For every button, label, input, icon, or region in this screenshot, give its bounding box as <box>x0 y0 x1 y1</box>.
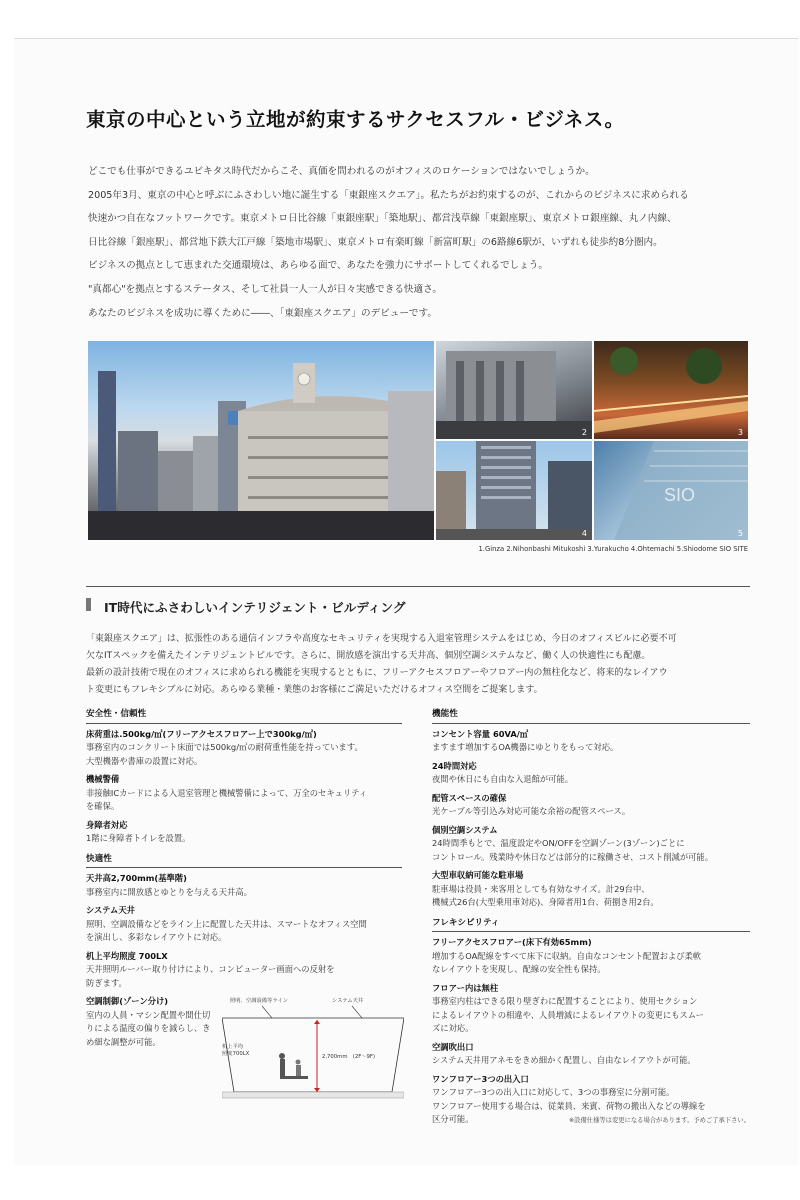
spec-group <box>432 708 750 910</box>
spec-line: システム天井用アネモをきめ細かく配置し、自由なレイアウトが可能。 <box>432 1055 696 1065</box>
spec-line: 機械式26台(大型乗用車対応)、身障者用1台、荷捌き用2台。 <box>432 897 659 907</box>
spec-line: を演出し、多彩なレイアウトに対応。 <box>86 932 227 942</box>
photo-ginza <box>88 341 434 540</box>
intro-paragraph <box>88 160 768 325</box>
photo-nihonbashi <box>436 341 592 439</box>
spec-line: 夜間や休日にも自由な入退館が可能。 <box>432 774 574 784</box>
spec-item <box>86 728 402 769</box>
spec-item <box>432 869 750 910</box>
spec-line: を確保。 <box>86 801 120 811</box>
spec-item-title: ワンフロアー3つの出入口 <box>432 1073 529 1084</box>
photo-ohtemachi <box>436 441 592 540</box>
spec-item <box>432 936 750 977</box>
section-rule <box>86 586 750 587</box>
spec-item-title: 空調吹出口 <box>432 1041 474 1052</box>
spec-item <box>432 728 750 755</box>
photo-number: 5 <box>737 529 743 538</box>
spec-item <box>86 773 402 814</box>
spec-item-title: フリーアクセスフロアー(床下有効65mm) <box>432 937 592 947</box>
diagram-label: 照明、空調設備等ライン <box>230 998 289 1004</box>
spec-item-title: 個別空調システム <box>432 824 498 835</box>
spec-line: 光ケーブル等引込み対応可能な余裕の配管スペース。 <box>432 806 631 816</box>
diagram-label: 2,700mm (2F〜9F) <box>322 1054 376 1060</box>
spec-item-title: フロアー内は無柱 <box>432 982 499 993</box>
spec-item-title: システム天井 <box>86 905 135 915</box>
spec-line: 増加するOA配線をすべて床下に収納。自由なコンセント配置および柔軟 <box>432 950 702 961</box>
spec-item-title: 天井高2,700mm(基準階) <box>86 873 187 883</box>
diagram-label: システム天井 <box>332 998 364 1004</box>
spec-line: ワンフロアー3つの出入口に対応して、3つの事務室に分割可能。 <box>432 1087 675 1097</box>
intro-line: ビジネスの拠点として恵まれた交通環境は、あらゆる面で、あなたを強力にサポートしてくれるでしょう。 <box>88 260 548 272</box>
spec-line: め細な調整が可能。 <box>86 1036 161 1047</box>
spec-group-title: 安全性・信頼性 <box>86 708 402 724</box>
diagram-label: 照度700LX <box>222 1051 250 1057</box>
spec-item-title: 大型車収納可能な駐車場 <box>432 870 524 880</box>
photo-number: 3 <box>737 428 743 437</box>
headline: 東京の中心という立地が約束するサクセスフル・ビジネス。 <box>86 108 625 131</box>
spec-item <box>86 904 402 945</box>
spec-item-title: 配管スペースの確保 <box>432 792 507 803</box>
photo-shiodome <box>594 441 748 540</box>
spec-line: 防ぎます。 <box>86 977 127 988</box>
spec-line: ワンフロアー使用する場合は、従業員、来賓、荷物の搬出入などの導線を <box>432 1100 706 1111</box>
spec-line: 照明、空調設備などをライン上に配置した天井は、スマートなオフィス空間 <box>86 918 367 929</box>
spec-group-title: 機能性 <box>432 708 750 724</box>
spec-column-right <box>432 708 750 1134</box>
spec-line: 24時間季もとで、温度設定やON/OFFを空調ゾーン(3ゾーン)ごとに <box>432 838 685 848</box>
section-paragraph <box>86 631 754 699</box>
spec-item <box>86 819 402 846</box>
photo-number: 4 <box>581 529 587 538</box>
spec-line: ズに対応。 <box>432 1023 474 1033</box>
spec-line: りによる温度の偏りを減らし、き <box>86 1023 211 1033</box>
spec-line: 事務室内柱はできる限り壁ぎわに配置することにより、使用セクション <box>432 996 698 1006</box>
spec-item-title: 機械警備 <box>86 774 120 784</box>
spec-item <box>86 950 402 991</box>
spec-line: コントロール。残業時や休日などは部分的に稼働させ、コスト削減が可能。 <box>432 851 714 862</box>
spec-item <box>432 1041 750 1068</box>
section-line: ト変更にもフレキシブルに対応。あらゆる業種・業態のお客様にご満足いただけるオフィス空間をご提案します。 <box>86 685 543 695</box>
spec-group-title: 快適性 <box>86 853 402 869</box>
spec-line: によるレイアウトの相違や、人員増減によるレイアウトの変更にもスムー <box>432 1009 704 1020</box>
spec-line: 室内の人員・マシン配置や間仕切 <box>86 1009 211 1020</box>
intro-line: 快速かつ自在なフットワークです。東京メトロ日比谷線「東銀座駅」「築地駅」、都営浅草線「東銀座駅」、東京メトロ銀座線、丸ノ内線、 <box>88 213 677 225</box>
photo-collage <box>88 341 748 540</box>
spec-item-title: コンセント容量 60VA/㎡ <box>432 728 529 739</box>
spec-line: 1階に身障者トイレを設置。 <box>86 833 191 843</box>
spec-item-title: 床荷重は.500kg/㎡(フリーアクセスフロアー上で300kg/㎡) <box>86 728 317 739</box>
spec-item <box>432 792 750 819</box>
section-line: 「東銀座スクエア」は、拡張性のある通信インフラや高度なセキュリティを実現する入退室管理システムをはじめ、今日のオフィスビルに必要不可 <box>86 634 677 644</box>
spec-item-title: 空調制御(ゾーン分け) <box>86 996 169 1006</box>
disclaimer-note: ※設備仕様等は変更になる場合があります。予めご了承下さい。 <box>568 1117 750 1124</box>
photo-number: 2 <box>581 428 587 437</box>
photo-yurakucho <box>594 341 748 439</box>
section-line: 欠なITスペックを備えたインテリジェントビルです。さらに、開放感を演出する天井高、個別空調システムなど、働く人の快適性にも配慮。 <box>86 651 651 661</box>
spec-line: 大型機器や書庫の設置に対応。 <box>86 755 203 766</box>
spec-line: ますます増加するOA機器にゆとりをもって対応。 <box>432 742 619 752</box>
ginza-building-illustration <box>88 341 434 540</box>
spec-item <box>432 760 750 787</box>
section-line: 最新の設計技術で現在のオフィスに求められる機能を実現するとともに、フリーアクセスフロアーやフロアー内の無柱化など、将来的なレイアウ <box>86 668 668 678</box>
spec-group <box>432 917 750 1127</box>
photo-caption: 1.Ginza 2.Nihonbashi Mitukoshi 3.Yurakucho 4.Ohtemachi 5.Shiodome SIO SITE <box>478 545 748 553</box>
office-cross-section-illustration <box>222 996 404 1102</box>
spec-item-title: 24時間対応 <box>432 760 477 771</box>
spec-line: 区分可能。 <box>432 1114 474 1124</box>
intro-line: どこでも仕事ができるユビキタス時代だからこそ、真価を問われるのがオフィスのロケーションではないでしょうか。 <box>88 166 595 177</box>
spec-item <box>86 872 402 899</box>
intro-line: 日比谷線「銀座駅」、都営地下鉄大江戸線「築地市場駅」、東京メトロ有楽町線「新富町駅」の6路線6駅が、いずれも徒歩約8分圏内。 <box>88 236 663 248</box>
spec-group <box>86 708 402 846</box>
spec-item <box>432 982 750 1036</box>
intro-line: 2005年3月、東京の中心と呼ぶにふさわしい地に誕生する「東銀座スクエア」。私たちがお約束するのが、これからのビジネスに求められる <box>88 189 689 201</box>
spec-line: 事務室内のコンクリート床面では500kg/㎡の耐荷重性能を持っています。 <box>86 742 363 752</box>
spec-line: 非接触ICカードによる入退室管理と機械警備によって、万全のセキュリティ <box>86 787 368 798</box>
spec-item-title: 身障者対応 <box>86 819 128 830</box>
spec-line: 天井照明ルーバー取り付けにより、コンピューター画面への反射を <box>86 964 335 974</box>
spec-line: 駐車場は役員・来客用としても有効なサイズ。計29台中、 <box>432 883 650 894</box>
spec-group-title: フレキシビリティ <box>432 917 750 933</box>
spec-line: 事務室内に開放感とゆとりを与える天井高。 <box>86 886 252 897</box>
diagram-label: 机上平均 <box>222 1044 244 1050</box>
spec-item <box>432 824 750 865</box>
intro-line: "真都心"を拠点とするステータス、そして社員一人一人が日々実感できる快適さ。 <box>88 283 442 295</box>
spec-item-title: 机上平均照度 700LX <box>86 950 168 961</box>
ceiling-section-diagram <box>222 996 404 1102</box>
spec-line: なレイアウトを実現し、配線の安全性も保持。 <box>432 964 606 974</box>
section-title: IT時代にふさわしいインテリジェント・ビルディング <box>104 597 405 616</box>
svg-text:SIO: SIO <box>664 485 696 505</box>
intro-line: あなたのビジネスを成功に導くために――、「東銀座スクエア」のデビューです。 <box>88 307 437 319</box>
